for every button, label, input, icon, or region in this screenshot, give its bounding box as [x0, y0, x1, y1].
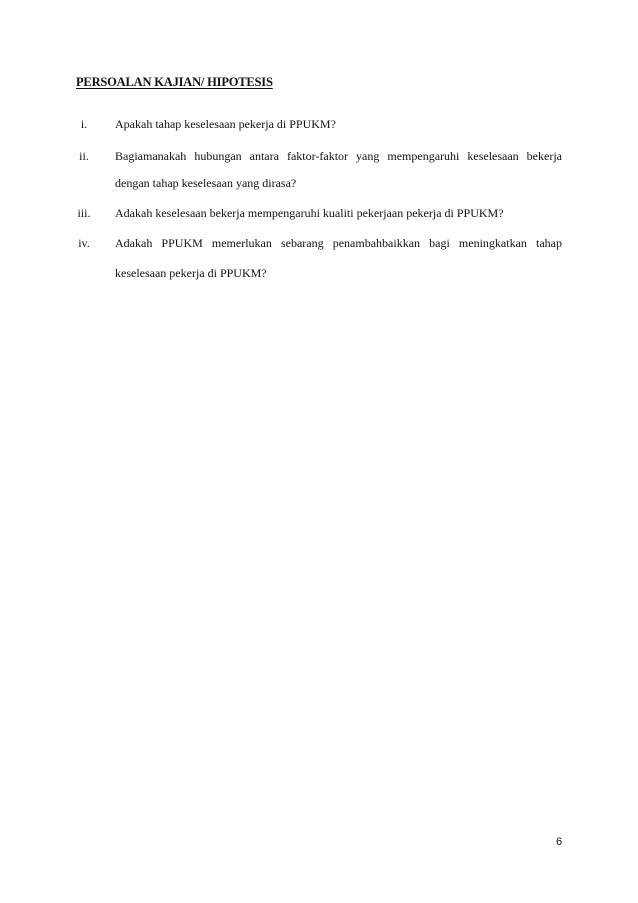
item-text-line: Adakah PPUKM memerlukan sebarang penambahbaikkan bagi meningkatkan tahap [115, 236, 562, 250]
item-text-line: keselesaan pekerja di PPUKM? [115, 266, 267, 280]
item-numeral: ii. [79, 149, 89, 163]
item-numeral: iv. [78, 236, 90, 250]
item-numeral: i. [80, 117, 88, 131]
page-number: 6 [555, 836, 563, 848]
item-text-line: Bagiamanakah hubungan antara faktor-faktor yang mempengaruhi keselesaan bekerja [115, 149, 562, 163]
item-text-line: Apakah tahap keselesaan pekerja di PPUKM? [115, 117, 336, 131]
item-numeral: iii. [77, 206, 91, 220]
item-text-line: dengan tahap keselesaan yang dirasa? [115, 176, 297, 190]
item-text-line: Adakah keselesaan bekerja mempengaruhi kualiti pekerjaan pekerja di PPUKM? [115, 206, 504, 220]
section-heading: PERSOALAN KAJIAN/ HIPOTESIS [76, 75, 273, 89]
